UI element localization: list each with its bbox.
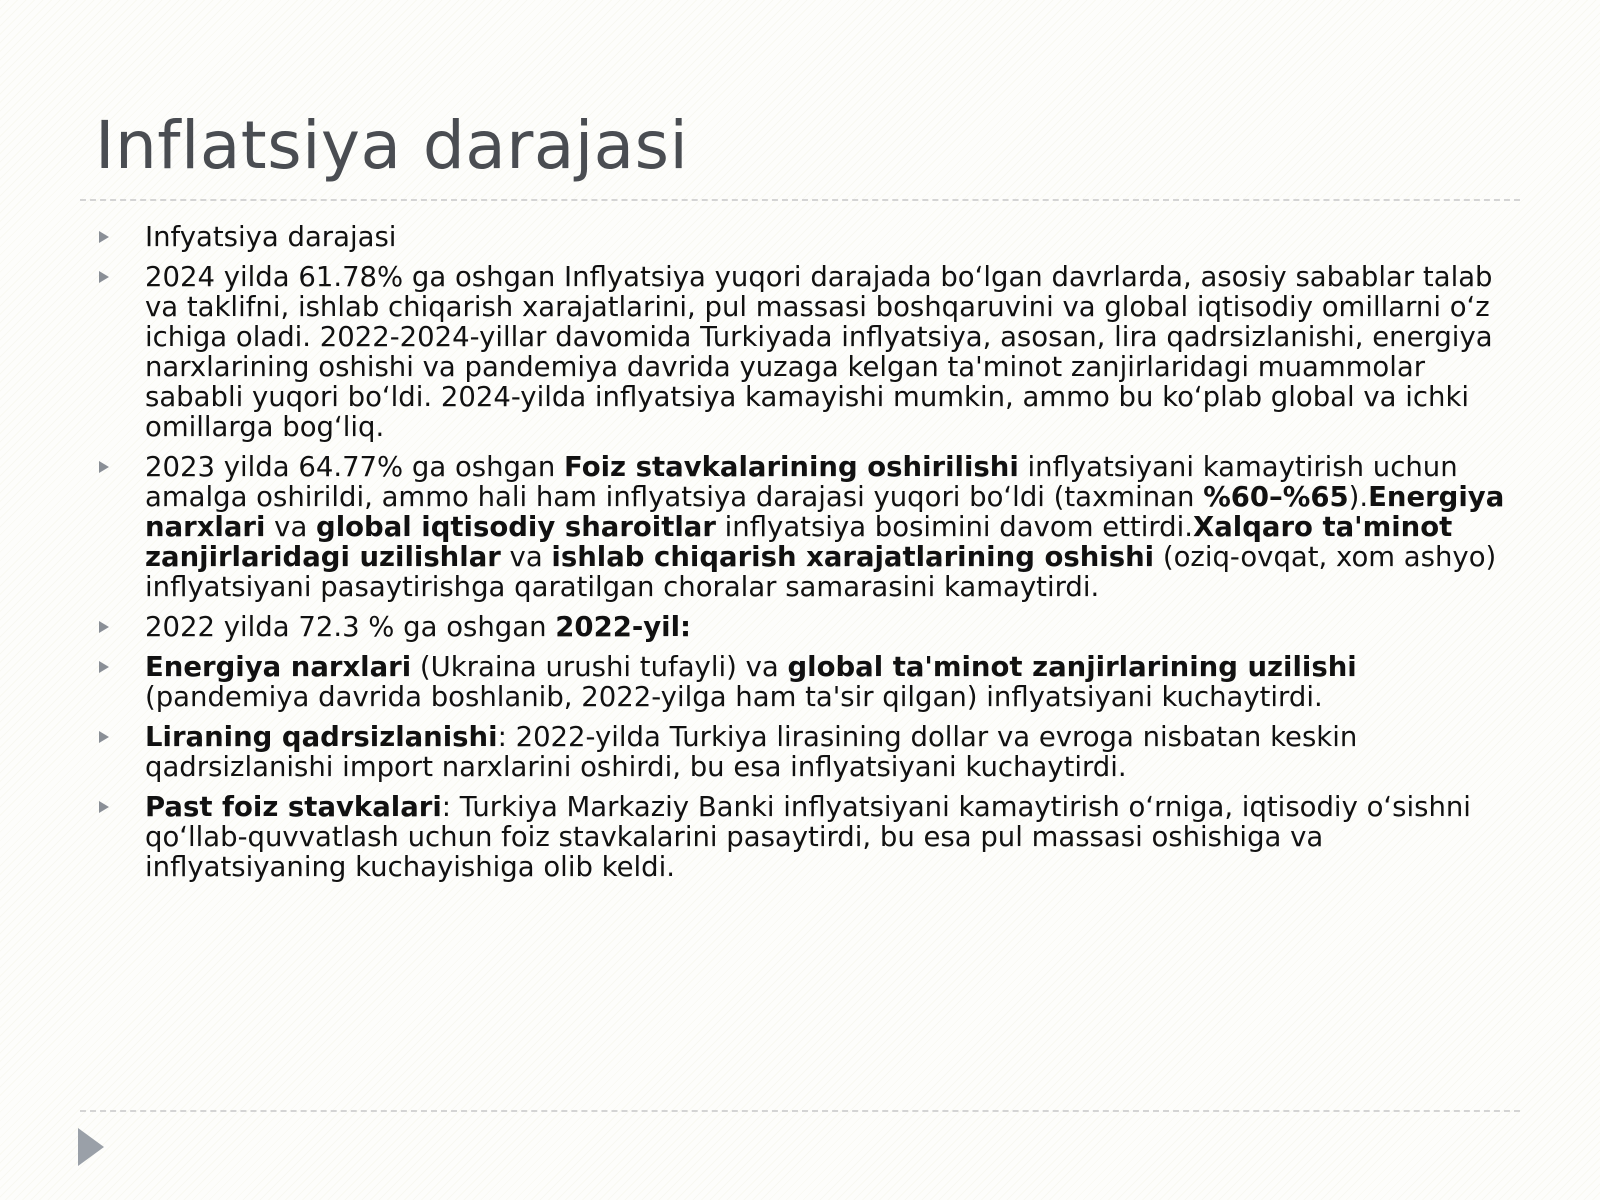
bullet-item: [95, 612, 1505, 642]
bullet-text-bold: Foiz stavkalarining oshirilishi: [564, 451, 1019, 483]
bullet-text-bold: Xalqaro ta'minot zanjirlaridagi uzilishlar: [145, 511, 1453, 573]
bullet-text-bold: Past foiz stavkalari: [145, 791, 442, 823]
bullet-text-bold: Liraning qadrsizlanishi: [145, 721, 498, 753]
triangle-bullet-icon: [99, 461, 109, 473]
triangle-bullet-icon: [99, 801, 109, 813]
bullet-text-bold: Energiya narxlari: [145, 651, 412, 683]
next-slide-arrow-icon[interactable]: [78, 1128, 104, 1166]
bullet-text: 2023 yilda 64.77% ga oshgan: [145, 451, 565, 483]
slide-title: Inflatsiya darajasi: [95, 107, 689, 184]
footer-divider: [80, 1110, 1520, 1112]
triangle-bullet-icon: [99, 661, 109, 673]
bullet-text: (oziq-ovqat, xom ashyo) inflyatsiyani pasaytirishga qaratilgan choralar samarasini kamaytirdi.: [145, 541, 1497, 603]
bullet-text-bold: global iqtisodiy sharoitlar: [316, 511, 716, 543]
title-divider: [80, 199, 1520, 201]
bullet-item: [95, 452, 1505, 602]
triangle-bullet-icon: [99, 621, 109, 633]
bullet-text: : 2022-yilda Turkiya lirasining dollar va evroga nisbatan keskin qadrsizlanishi import narxlarini oshirdi, bu esa inflyatsiyani kuchaytirdi.: [145, 721, 1358, 783]
bullet-item: [95, 652, 1505, 712]
bullet-text-bold: 2022-yil:: [555, 611, 692, 643]
bullet-item: [95, 222, 1505, 252]
bullet-text-bold: ishlab chiqarish xarajatlarining oshishi: [551, 541, 1155, 573]
bullet-item: [95, 262, 1505, 442]
bullet-text: va: [265, 511, 317, 543]
bullet-text-bold: %60–%65: [1203, 481, 1349, 513]
bullet-text-bold: global ta'minot zanjirlarining uzilishi: [787, 651, 1357, 683]
bullet-text: 2024 yilda 61.78% ga oshgan Inflyatsiya yuqori darajada boʻlgan davrlarda, asosiy sabablar talab va taklifni, ishlab chiqarish xarajatlarini, pul massasi boshqaruvini va global iqtisodiy omillarni oʻz ichiga oladi. 2022-2024-yillar davomida Turkiyada inflyatsiya, asosan, lira qadrsizlanishi, energiya narxlarining oshishi va pandemiya davrida yuzaga kelgan ta'minot zanjirlaridagi muammolar sababli yuqori boʻldi. 2024-yilda inflyatsiya kamayishi mumkin, ammo bu koʻplab global va ichki omillarga bogʻliq.: [145, 261, 1493, 443]
bullet-text-bold: Energiya narxlari: [145, 481, 1505, 543]
triangle-bullet-icon: [99, 271, 109, 283]
bullet-text: ).: [1348, 481, 1369, 513]
bullet-list: [95, 222, 1505, 892]
bullet-text: inflyatsiyani kamaytirish uchun amalga oshirildi, ammo hali ham inflyatsiya darajasi yuqori boʻldi (taxminan: [145, 451, 1458, 513]
triangle-bullet-icon: [99, 231, 109, 243]
bullet-item: [95, 792, 1505, 882]
bullet-text: inflyatsiya bosimini davom ettirdi.: [715, 511, 1194, 543]
bullet-text: va: [500, 541, 552, 573]
bullet-text: (Ukraina urushi tufayli) va: [411, 651, 788, 683]
bullet-item: [95, 722, 1505, 782]
triangle-bullet-icon: [99, 731, 109, 743]
bullet-text: Infyatsiya darajasi: [145, 221, 397, 253]
bullet-text: (pandemiya davrida boshlanib, 2022-yilga ham ta'sir qilgan) inflyatsiyani kuchaytirdi.: [145, 681, 1323, 713]
bullet-text: 2022 yilda 72.3 % ga oshgan: [145, 611, 556, 643]
bullet-text: : Turkiya Markaziy Banki inflyatsiyani kamaytirish oʻrniga, iqtisodiy oʻsishni qoʻllab-quvvatlash uchun foiz stavkalarini pasaytirdi, bu esa pul massasi oshishiga va inflyatsiyaning kuchayishiga olib keldi.: [145, 791, 1471, 883]
